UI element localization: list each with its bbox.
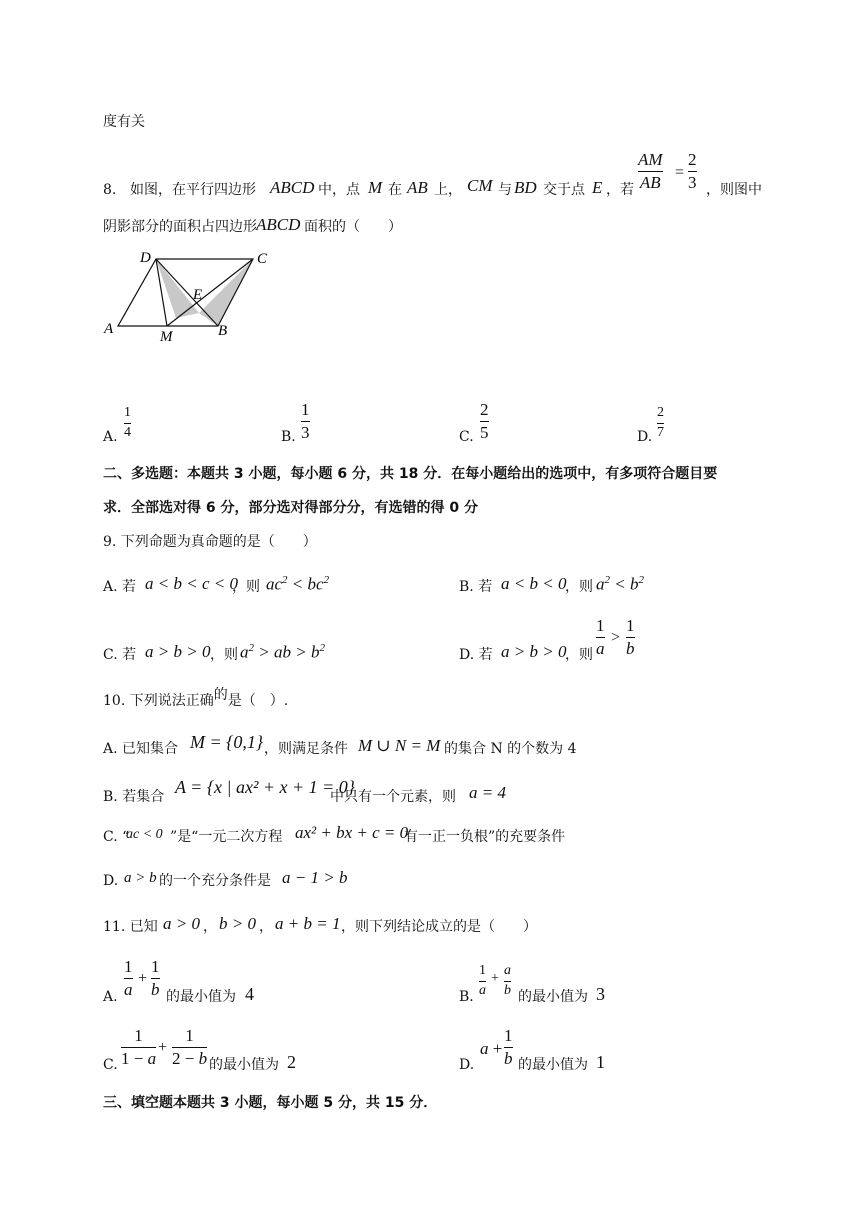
q8-math: BD	[514, 178, 537, 197]
frac-numerator: 2	[688, 150, 697, 169]
q10-math: a − 1 > b	[282, 868, 348, 887]
q11-fraction	[151, 958, 160, 999]
q11-fraction	[172, 1027, 207, 1068]
q10-text: 的一个充分条件是	[159, 873, 271, 889]
section-2-heading: 二、多选题：本题共 3 小题，每小题 6 分，共 18 分．在每小题给出的选项中，有多项符合题目要	[103, 466, 718, 482]
frac-numerator: 1	[479, 963, 486, 978]
frac-denominator: b	[504, 982, 511, 998]
frac-denominator: a	[124, 979, 133, 999]
frac-numerator: 1	[124, 405, 131, 420]
frac-denominator: a	[479, 982, 486, 998]
label-B: B	[218, 323, 228, 339]
frac-numerator: 1	[504, 1026, 513, 1045]
frac-numerator: 1	[301, 400, 310, 419]
q8-math: AB	[407, 178, 428, 197]
q8-text: 阴影部分的面积占四边形	[103, 219, 257, 235]
frac-numerator: 1	[185, 1026, 194, 1045]
frac-numerator: a	[504, 963, 511, 978]
q10-math: ax² + bx + c = 0	[295, 823, 409, 842]
option-d-label: D.	[637, 429, 653, 445]
q11-text: 的最小值为	[209, 1057, 279, 1073]
q11-value: 1	[596, 1052, 605, 1072]
frac-numerator: 1	[596, 616, 605, 635]
continued-text: 度有关	[103, 114, 145, 130]
q8-text: 上，	[434, 182, 462, 198]
frac-denominator: 5	[480, 422, 489, 442]
q8-text: 与	[498, 182, 512, 198]
frac-denominator: 4	[124, 424, 131, 440]
q8-math: M	[368, 178, 383, 197]
frac-denominator: 2 − b	[172, 1048, 208, 1068]
q8-math: CM	[467, 176, 493, 195]
q9-math: a > b > 0	[501, 642, 567, 661]
q11-text: ，	[259, 919, 273, 935]
frac-denominator: a	[596, 638, 605, 658]
frac-denominator: b	[504, 1048, 513, 1068]
plus-sign: +	[491, 971, 499, 986]
frac-numerator: 2	[657, 405, 664, 420]
q9-text: ，则	[232, 579, 260, 595]
q11-math: a +	[480, 1039, 503, 1058]
frac-denominator: b	[626, 638, 635, 658]
option-b-label: B.	[281, 429, 296, 445]
q9-option-d: D. 若	[459, 647, 493, 663]
q8-text: ，则图中	[706, 182, 762, 198]
q9-option-b: B. 若	[459, 579, 493, 595]
stem-text: 是（ ）.	[227, 693, 289, 709]
math-text: a	[596, 574, 605, 594]
plus-sign: +	[158, 1039, 168, 1056]
q10-math: ac < 0	[126, 827, 163, 842]
label-E: E	[193, 287, 203, 303]
q8-math: E	[592, 178, 603, 197]
frac-numerator: 1	[124, 957, 133, 976]
q9-math: a < b < c < 0	[145, 574, 238, 593]
frac-denominator: b	[151, 979, 160, 999]
q8-text: 面积的（ ）	[304, 219, 402, 235]
q10-option-d: D.	[103, 873, 119, 889]
q11-text: ，	[203, 919, 217, 935]
option-b-value	[301, 401, 310, 442]
frac-denominator: 3	[688, 172, 697, 192]
q10-math: M = {0,1}	[190, 732, 264, 752]
option-a-label: A.	[103, 429, 118, 445]
q10-option-b: B. 若集合	[103, 789, 165, 805]
q10-text: 中只有一个元素，则	[330, 789, 456, 805]
q9-fraction	[626, 617, 635, 658]
q8-math: ABCD	[256, 215, 301, 234]
math-text: ac	[266, 574, 283, 594]
q8-text: ，若	[606, 182, 634, 198]
frac-denominator: 3	[301, 422, 310, 442]
option-d-value	[657, 406, 664, 440]
q9-stem: 9. 下列命题为真命题的是（ ）	[103, 534, 317, 550]
q11-text: 的最小值为	[166, 989, 236, 1005]
section-3-heading: 三、填空题本题共 3 小题，每小题 5 分，共 15 分．	[103, 1095, 438, 1111]
q9-text: ，则	[210, 647, 238, 663]
option-c-value	[480, 401, 489, 442]
q8-number: 8.	[103, 182, 117, 198]
q11-fraction	[121, 1027, 156, 1068]
q10-text: 有一正一负根”的充要条件	[404, 829, 566, 845]
q10-math: a > b	[124, 870, 157, 886]
q8-text: 中，点	[318, 182, 360, 198]
q11-value: 3	[596, 984, 605, 1004]
q11-text: ，则下列结论成立的是（ ）	[341, 919, 537, 935]
section-2-heading: 求．全部选对得 6 分，部分选对得部分分，有选错的得 0 分	[103, 500, 478, 516]
q8-text: 在	[388, 182, 402, 198]
q11-value: 2	[287, 1052, 296, 1072]
q10-math: A = {x | ax² + x + 1 = 0}	[175, 777, 355, 797]
q8-text: 如图，在平行四边形	[130, 182, 256, 198]
stem-text: 10. 下列说法正确	[103, 693, 214, 709]
equals-sign: =	[675, 164, 685, 181]
q11-text: 的最小值为	[518, 1057, 588, 1073]
q11-math: a > 0	[163, 914, 200, 933]
q11-fraction	[124, 958, 133, 999]
q10-math: M ∪ N = M	[358, 736, 441, 755]
q10-text: 的集合 N 的个数为 4	[444, 741, 577, 757]
greater-than-sign: >	[611, 629, 621, 646]
label-D: D	[140, 250, 151, 266]
parallelogram-figure	[100, 245, 290, 350]
stem-text: 的	[213, 687, 228, 703]
q9-option-c: C. 若	[103, 647, 137, 663]
q9-math: a > b > 0	[145, 642, 211, 661]
q10-option-a: A. 已知集合	[103, 741, 179, 757]
frac-denominator: 1 − a	[121, 1048, 157, 1068]
frac-numerator: 1	[151, 957, 160, 976]
frac-denominator: 7	[657, 424, 664, 440]
option-a-value	[124, 406, 131, 440]
q11-math: a + b = 1	[275, 914, 341, 933]
frac-numerator: 1	[134, 1026, 143, 1045]
q11-fraction	[479, 964, 486, 998]
q9-text: ，则	[565, 647, 593, 663]
q10-stem	[103, 687, 289, 709]
q11-option-a: A.	[103, 989, 118, 1005]
q8-text: 交于点	[543, 182, 585, 198]
q11-stem: 11. 已知	[103, 919, 158, 935]
q11-option-d: D.	[459, 1057, 475, 1073]
label-M: M	[160, 329, 173, 345]
q11-value: 4	[245, 984, 254, 1004]
q9-math: $ac^2 < bc^2$	[266, 574, 330, 594]
q11-math: b > 0	[219, 914, 256, 933]
label-C: C	[257, 251, 268, 267]
frac-denominator: AB	[639, 172, 661, 192]
q9-fraction	[596, 617, 605, 658]
frac-numerator: 1	[626, 616, 635, 635]
q9-math: $a^2 < b^2$	[596, 574, 644, 594]
q11-option-c: C.	[103, 1057, 118, 1073]
q11-fraction	[504, 964, 511, 998]
q11-text: 的最小值为	[518, 989, 588, 1005]
label-A: A	[104, 321, 114, 337]
q11-option-b: B.	[459, 989, 474, 1005]
q10-text: ”是“一元二次方程	[170, 829, 283, 845]
q9-math: a < b < 0	[501, 574, 567, 593]
q8-math: ABCD	[270, 178, 315, 197]
q10-text: ，则满足条件	[264, 741, 348, 757]
q11-fraction	[504, 1027, 513, 1068]
q9-math: $a^2$ > ab > $b^2$	[240, 642, 325, 662]
option-c-label: C.	[459, 429, 474, 445]
frac-numerator: AM	[638, 150, 663, 169]
q8-ratio-value	[688, 151, 697, 192]
q10-option-c: C. “	[103, 829, 130, 845]
q8-ratio-fraction	[638, 151, 663, 192]
math-text: a	[240, 642, 249, 662]
q10-math: a = 4	[469, 783, 506, 802]
q9-option-a: A. 若	[103, 579, 137, 595]
plus-sign: +	[138, 970, 148, 987]
frac-numerator: 2	[480, 400, 489, 419]
q9-text: ，则	[565, 579, 593, 595]
